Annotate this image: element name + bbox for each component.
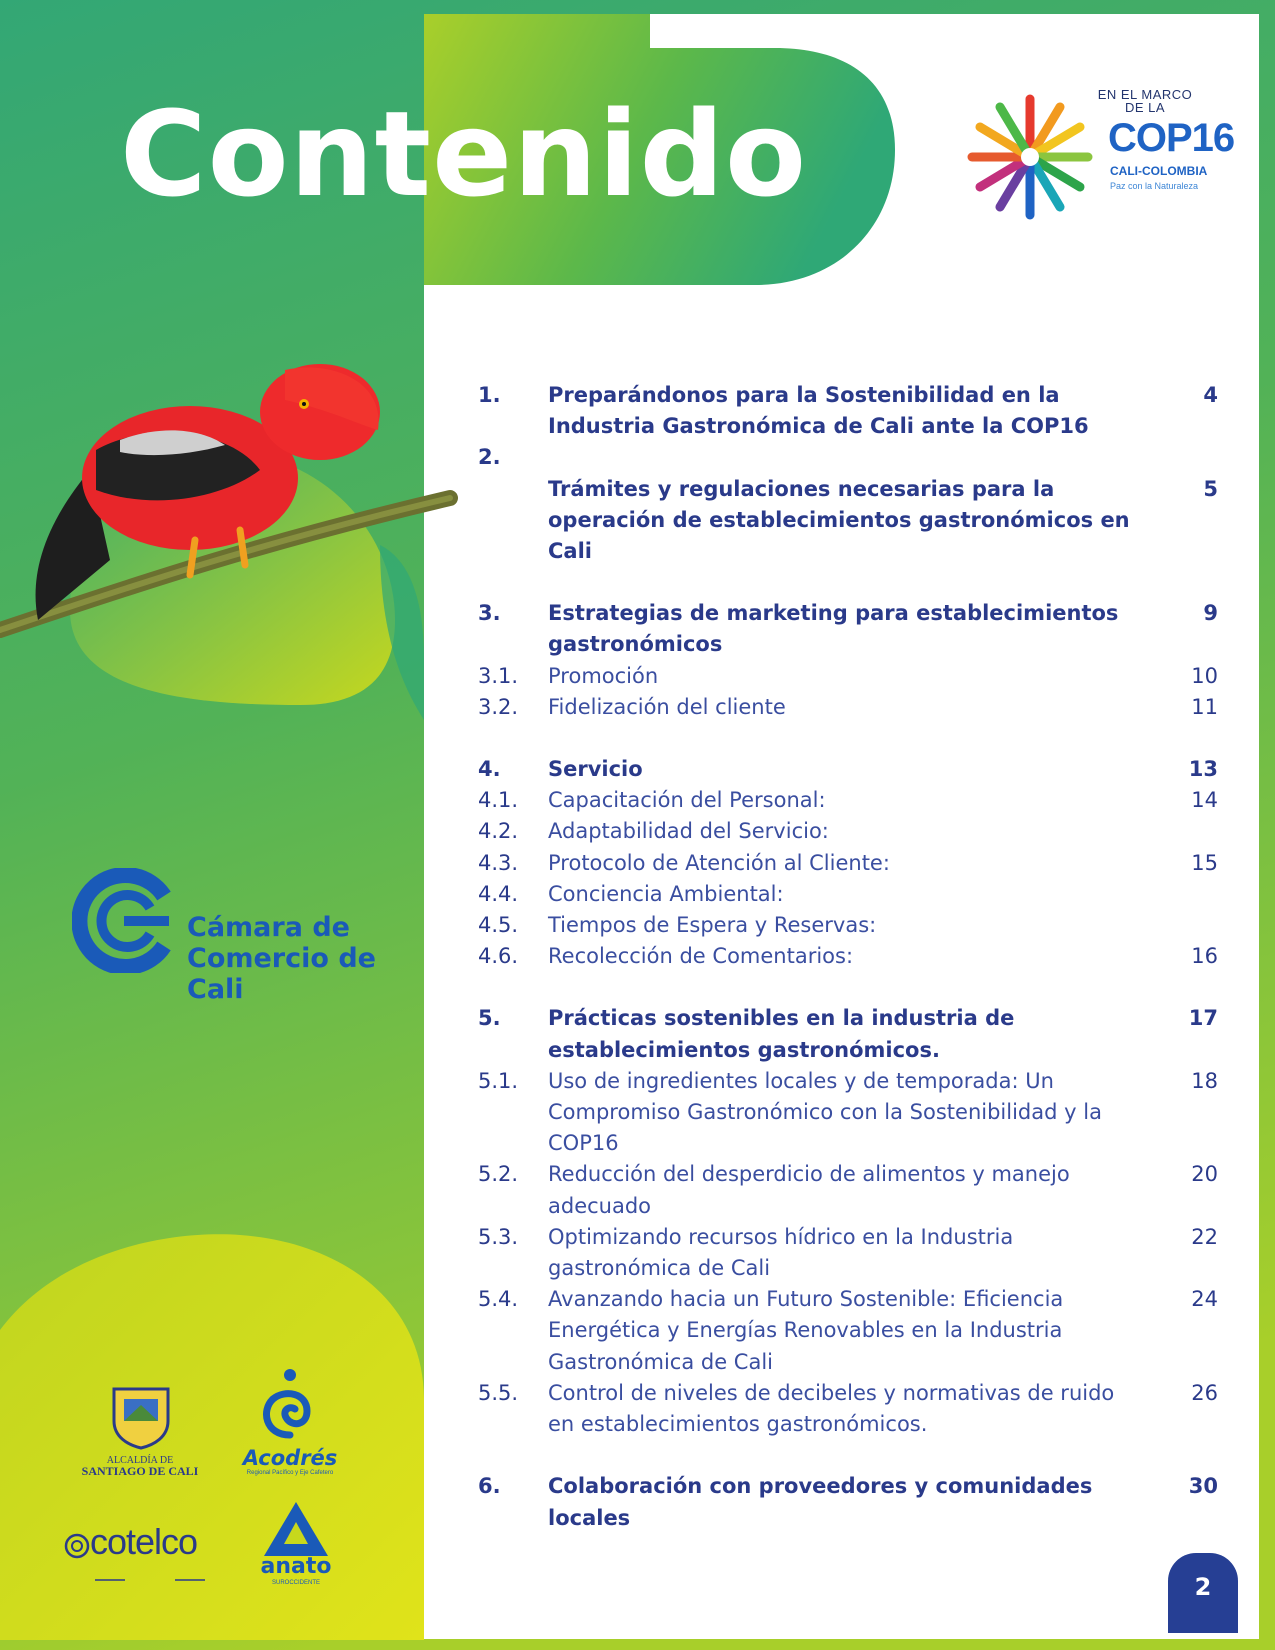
toc-entry[interactable] (478, 879, 1218, 910)
page-number: 2 (1194, 1573, 1212, 1601)
acodres-name: Acodrés (242, 1446, 338, 1470)
toc-entry-page: 22 (1191, 1224, 1218, 1249)
toc-entry-number: 1. (478, 383, 501, 407)
toc-entry-number: 5.3. (478, 1224, 519, 1249)
toc-entry[interactable] (478, 848, 1218, 879)
cotelco-name: cotelco (90, 1521, 198, 1562)
cop16-marco-line1: EN EL MARCO (1097, 87, 1193, 102)
toc-entry[interactable] (478, 474, 1218, 568)
toc-entry-label: Preparándonos para la Sostenibilidad en la Industria Gastronómica de Cali ante la COP16 (548, 383, 1089, 439)
toc-entry-page: 11 (1191, 694, 1218, 719)
toc-entry[interactable] (478, 1284, 1218, 1378)
toc-entry-label: Trámites y regulaciones necesarias para la operación de establecimientos gastronómicos en Cali (548, 476, 1130, 564)
toc-section-gap (478, 723, 1218, 754)
toc-entry-label: Optimizando recursos hídrico en la Industria gastronómica de Cali (548, 1224, 1014, 1281)
toc-entry[interactable] (478, 442, 1218, 473)
cop16-marco-text (1095, 88, 1195, 114)
cop16-name: COP16 (1108, 116, 1235, 160)
toc-entry[interactable] (478, 1159, 1218, 1221)
toc-section-gap (478, 1440, 1218, 1471)
toc-entry-label: Uso de ingredientes locales y de temporada: Un Compromiso Gastronómico con la Sostenibilidad y la COP16 (548, 1068, 1102, 1156)
toc-entry[interactable] (478, 785, 1218, 816)
toc-entry-number: 5.2. (478, 1162, 519, 1187)
toc-entry-label: Prácticas sostenibles en la industria de establecimientos gastronómicos. (548, 1006, 1015, 1062)
table-of-contents (478, 380, 1218, 1534)
toc-entry[interactable] (478, 941, 1218, 972)
toc-entry-number: 3. (478, 601, 501, 626)
toc-entry-number: 3.1. (478, 663, 519, 688)
toc-entry-label: Tiempos de Espera y Reservas: (548, 913, 877, 938)
toc-entry-label: Protocolo de Atención al Cliente: (548, 850, 890, 875)
acodres-spiral-icon (255, 1365, 325, 1445)
toc-entry[interactable] (478, 661, 1218, 692)
anato-mountain-icon (262, 1500, 330, 1558)
cop16-tagline: Paz con la Naturaleza (1110, 181, 1199, 191)
toc-entry-number: 4.5. (478, 913, 519, 938)
toc-entry-number: 4.3. (478, 850, 519, 875)
toc-entry[interactable] (478, 692, 1218, 723)
toc-entry-page: 14 (1191, 788, 1218, 813)
toc-entry-number: 5.5. (478, 1380, 519, 1405)
toc-entry-number: 4.4. (478, 881, 519, 906)
toc-section-gap (478, 567, 1218, 598)
toc-entry-number: 3.2. (478, 694, 519, 719)
toc-entry-page: 13 (1188, 757, 1218, 782)
camara-comercio-name (187, 912, 376, 1005)
toc-entry-page: 26 (1191, 1380, 1218, 1405)
toc-entry-number: 5.4. (478, 1287, 519, 1312)
toc-entry-page: 15 (1191, 850, 1218, 875)
toc-entry-label: Servicio (548, 757, 643, 782)
toc-entry-label: Estrategias de marketing para establecimientos gastronómicos (548, 601, 1119, 657)
toc-entry-page: 9 (1203, 601, 1218, 626)
toc-entry-number: 6. (478, 1474, 501, 1499)
toc-entry-label: Conciencia Ambiental: (548, 881, 784, 906)
toc-entry-page: 5 (1203, 476, 1218, 501)
toc-entry[interactable] (478, 380, 1218, 442)
camara-comercio-logo-icon (72, 868, 182, 973)
toc-entry-number: 4. (478, 757, 501, 782)
cotelco-divider (85, 1566, 215, 1586)
toc-entry-page: 16 (1191, 944, 1218, 969)
toc-entry-number: 2. (478, 445, 501, 470)
toc-entry[interactable] (478, 598, 1218, 660)
alcaldia-line1: ALCALDÍA DE (106, 1455, 174, 1466)
toc-entry-label: Adaptabilidad del Servicio: (548, 819, 829, 844)
cotelco-globe-icon (63, 1532, 91, 1560)
camara-line2: Comercio de (187, 943, 376, 974)
toc-entry-label: Fidelización del cliente (548, 694, 786, 719)
toc-entry-page: 30 (1188, 1474, 1218, 1499)
toc-entry-number: 5.1. (478, 1068, 519, 1093)
cop16-marco-line2: DE LA (1124, 100, 1166, 115)
toc-entry[interactable] (478, 1471, 1218, 1533)
toc-entry-number: 4.1. (478, 788, 519, 813)
toc-entry-label: Avanzando hacia un Futuro Sostenible: Eficiencia Energética y Energías Renovables en la Industria Gastronómica de Cali (548, 1287, 1064, 1374)
toc-entry[interactable] (478, 754, 1218, 785)
toc-entry-label: Reducción del desperdicio de alimentos y manejo adecuado (548, 1162, 1070, 1218)
toc-entry-page: 4 (1203, 383, 1218, 407)
toc-entry[interactable] (478, 1003, 1218, 1065)
acodres-sub: Regional Pacífico y Eje Cafetero (246, 1470, 334, 1476)
page-title: Contenido (120, 85, 808, 223)
toc-entry-number: 4.2. (478, 819, 519, 844)
camara-line3: Cali (187, 974, 244, 1005)
toc-entry-number: 4.6. (478, 944, 519, 969)
toc-entry-page: 10 (1191, 663, 1218, 688)
toc-entry-label: Control de niveles de decibeles y normativas de ruido en establecimientos gastronómicos. (548, 1380, 1115, 1437)
toc-entry[interactable] (478, 1222, 1218, 1284)
toc-entry-label: Promoción (548, 663, 659, 688)
toc-entry-label: Recolección de Comentarios: (548, 944, 854, 969)
toc-entry-page: 17 (1188, 1006, 1218, 1031)
camara-line1: Cámara de (187, 912, 350, 943)
anato-name: anato (260, 1554, 332, 1579)
alcaldia-shield-icon (110, 1385, 172, 1450)
toc-entry[interactable] (478, 1378, 1218, 1440)
toc-entry[interactable] (478, 1066, 1218, 1160)
toc-entry-number: 5. (478, 1006, 501, 1031)
toc-entry[interactable] (478, 816, 1218, 847)
toc-entry-page: 24 (1191, 1287, 1218, 1312)
toc-entry-page: 20 (1191, 1162, 1218, 1187)
toc-section-gap (478, 972, 1218, 1003)
toc-entry-label (548, 442, 1138, 473)
toc-entry-page: 18 (1191, 1068, 1218, 1093)
toc-entry-label: Colaboración con proveedores y comunidades locales (548, 1474, 1093, 1530)
toc-entry[interactable] (478, 910, 1218, 941)
alcaldia-text (70, 1455, 210, 1477)
anato-sub: SUROCCIDENTE (271, 1580, 320, 1586)
cop16-city: CALI-COLOMBIA (1110, 164, 1208, 178)
toc-entry-label: Capacitación del Personal: (548, 788, 826, 813)
alcaldia-line2: SANTIAGO DE CALI (81, 1464, 199, 1478)
